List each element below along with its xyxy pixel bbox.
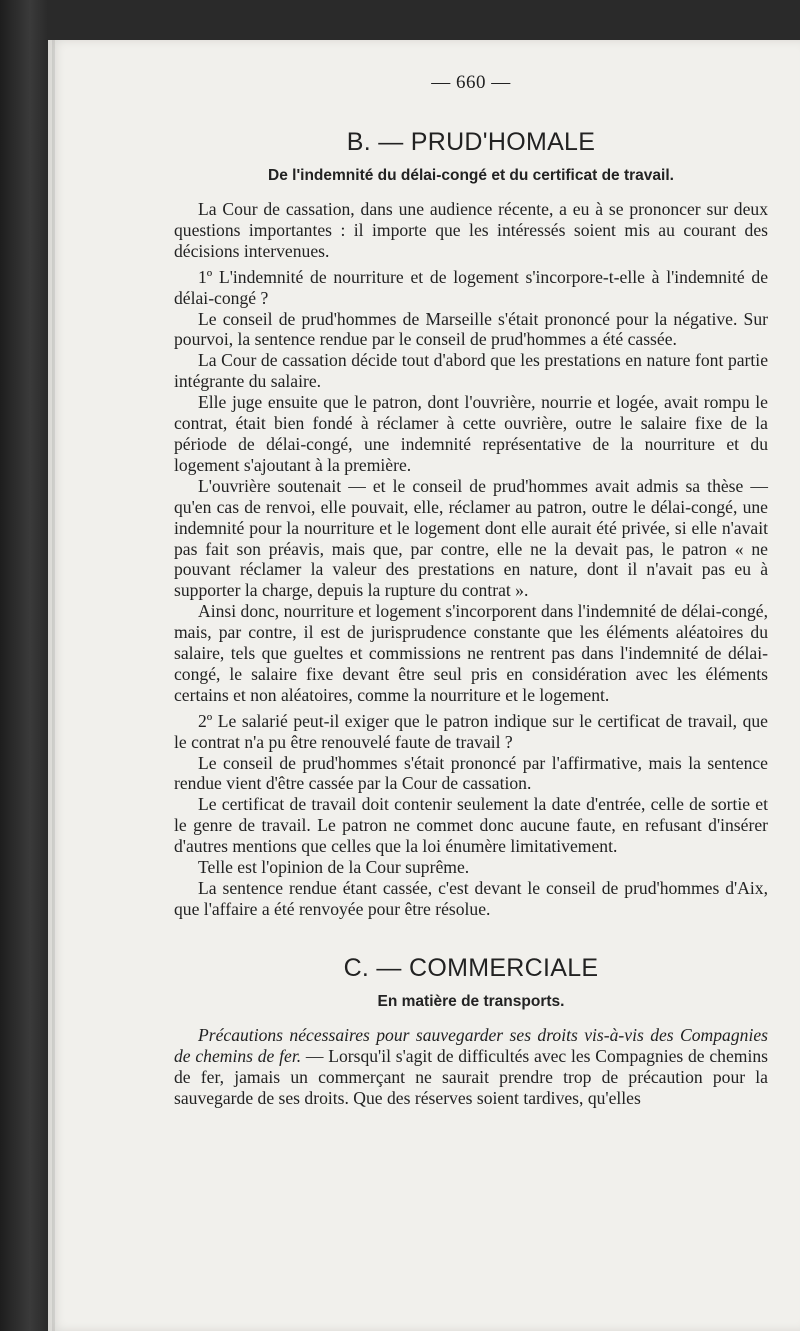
- paragraph: 1º L'indemnité de nourriture et de logement s'incorpore-t-elle à l'indemnité de délai-congé ?: [174, 266, 768, 308]
- paragraph: Elle juge ensuite que le patron, dont l'ouvrière, nourrie et logée, avait rompu le contrat, était bien fondé à réclamer à cette ouvrière, outre le salaire fixe de la période de délai-congé, une indemnité représentative de la nourriture et du logement s'ajoutant à la première.: [174, 392, 768, 475]
- paragraph-text: — Lorsqu'il s'agit de difficultés avec les Compagnies de chemins de fer, jamais un commerçant ne saurait prendre trop de précaution pour la sauvegarde de ses droits. Que des réserves soient tardives, qu'elles: [174, 1045, 768, 1108]
- section-c-title: C. — COMMERCIALE: [343, 953, 599, 982]
- section-c-subtitle: En matière de transports.: [377, 992, 565, 1010]
- paragraph: La Cour de cassation décide tout d'abord que les prestations en nature font partie intégrante du salaire.: [174, 350, 768, 392]
- italic-heading: Précautions nécessaires pour sauvegarder ses droits vis-à-vis des Compagnies de chemins de fer.: [174, 1024, 768, 1066]
- paragraph: La Cour de cassation, dans une audience récente, a eu à se prononcer sur deux questions importantes : il importe que les intéressés soient mis au courant des décisions intervenues.: [174, 199, 768, 261]
- paragraph: La sentence rendue étant cassée, c'est devant le conseil de prud'hommes d'Aix, que l'affaire a été renvoyée pour être résolue.: [174, 878, 768, 919]
- paragraph: [174, 1025, 768, 1109]
- section-b-title: B. — PRUD'HOMALE: [346, 128, 596, 156]
- section-b-subtitle: De l'indemnité du délai-congé et du certificat de travail.: [268, 167, 674, 184]
- paragraph: L'ouvrière soutenait — et le conseil de prud'hommes avait admis sa thèse — qu'en cas de renvoi, elle pouvait, elle, réclamer au patron, outre le délai-congé, une indemnité pour la nourriture et le logement dont elle aurait été privée, si elle n'avait pas fait son préavis, mais que, par contre, elle ne la devait pas, le patron « ne pouvant réclamer la valeur des prestations en nature, dont il n'avait pas eu à supporter la charge, depuis la rupture du contrat ».: [174, 475, 768, 601]
- paragraph: Le conseil de prud'hommes s'était prononcé par l'affirmative, mais la sentence rendue vient d'être cassée par la Cour de cassation.: [174, 752, 768, 794]
- paragraph: Telle est l'opinion de la Cour suprême.: [198, 857, 470, 878]
- paragraph: 2º Le salarié peut-il exiger que le patron indique sur le certificat de travail, que le contrat n'a pu être renouvelé faute de travail ?: [174, 710, 768, 752]
- paragraph: Le conseil de prud'hommes de Marseille s'était prononcé pour la négative. Sur pourvoi, la sentence rendue par le conseil de prud'hommes a été cassée.: [174, 308, 768, 350]
- page-edge: [52, 40, 55, 1331]
- paragraph: Ainsi donc, nourriture et logement s'incorporent dans l'indemnité de délai-congé, mais, par contre, il est de jurisprudence constante que les éléments aléatoires du salaire, tels que gueltes et commissions ne rentrent pas dans l'indemnité de délai-congé, le salaire fixe devant être seul pris en considération avec les éléments certains et non aléatoires, comme la nourriture et le logement.: [174, 601, 768, 705]
- section-spacer: [174, 920, 768, 954]
- page-number: — 660 —: [431, 72, 511, 93]
- page-content: [174, 72, 768, 1108]
- paragraph: Le certificat de travail doit contenir seulement la date d'entrée, celle de sortie et le genre de travail. Le patron ne commet donc aucune faute, en refusant d'insérer d'autres mentions que celles que la loi énumère limitativement.: [174, 794, 768, 857]
